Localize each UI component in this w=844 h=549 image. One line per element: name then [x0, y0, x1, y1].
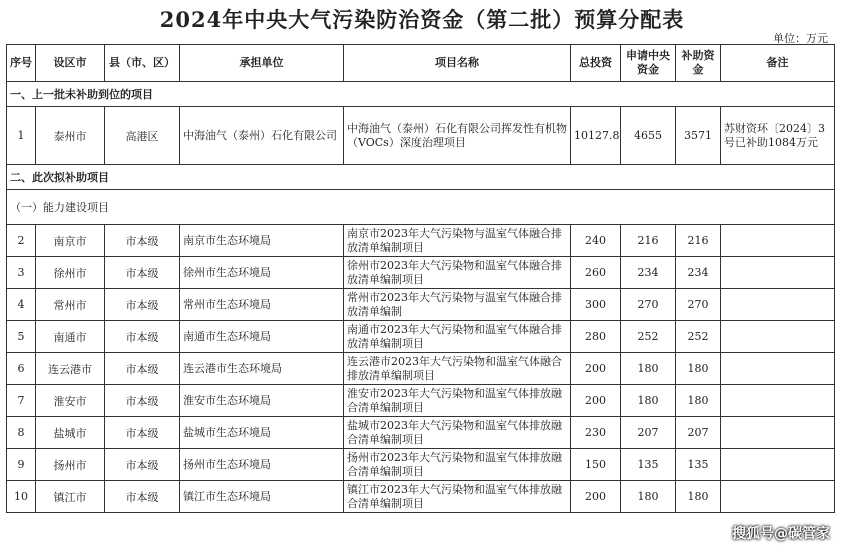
- cell-city: 扬州市: [36, 449, 105, 481]
- cell-seq: 4: [7, 289, 36, 321]
- header-subsidy: 补助资金: [676, 45, 721, 82]
- cell-seq: 9: [7, 449, 36, 481]
- cell-total: 230: [571, 417, 621, 449]
- cell-total: 200: [571, 385, 621, 417]
- cell-project: 徐州市2023年大气污染物和温室气体融合排放清单编制项目: [344, 257, 571, 289]
- table-row: [7, 417, 835, 449]
- cell-note: [721, 321, 835, 353]
- cell-project: 中海油气（泰州）石化有限公司挥发性有机物（VOCs）深度治理项目: [344, 107, 571, 165]
- cell-total: 280: [571, 321, 621, 353]
- cell-note: [721, 417, 835, 449]
- cell-request: 180: [621, 481, 676, 513]
- cell-unit: 常州市生态环境局: [180, 289, 344, 321]
- cell-county: 市本级: [105, 449, 180, 481]
- cell-city: 镇江市: [36, 481, 105, 513]
- section-title: 二、此次拟补助项目: [7, 165, 835, 190]
- header-county: 县（市、区）: [105, 45, 180, 82]
- cell-subsidy: 180: [676, 353, 721, 385]
- section-title: 一、上一批未补助到位的项目: [7, 82, 835, 107]
- header-request: 申请中央资金: [621, 45, 676, 82]
- cell-county: 市本级: [105, 289, 180, 321]
- cell-request: 207: [621, 417, 676, 449]
- table-row: [7, 107, 835, 165]
- table-row: [7, 225, 835, 257]
- section-row: [7, 82, 835, 107]
- cell-note: 苏财资环〔2024〕3号已补助1084万元: [721, 107, 835, 165]
- cell-subsidy: 3571: [676, 107, 721, 165]
- header-unit: 承担单位: [180, 45, 344, 82]
- cell-city: 南通市: [36, 321, 105, 353]
- cell-city: 连云港市: [36, 353, 105, 385]
- cell-county: 市本级: [105, 353, 180, 385]
- header-city: 设区市: [36, 45, 105, 82]
- cell-note: [721, 257, 835, 289]
- table-row: [7, 481, 835, 513]
- cell-request: 216: [621, 225, 676, 257]
- cell-seq: 2: [7, 225, 36, 257]
- cell-county: 高港区: [105, 107, 180, 165]
- cell-unit: 中海油气（泰州）石化有限公司: [180, 107, 344, 165]
- cell-project: 镇江市2023年大气污染物和温室气体排放融合清单编制项目: [344, 481, 571, 513]
- cell-project: 常州市2023年大气污染物与温室气体融合排放清单编制: [344, 289, 571, 321]
- table-row: [7, 321, 835, 353]
- cell-note: [721, 481, 835, 513]
- header-total: 总投资: [571, 45, 621, 82]
- cell-request: 135: [621, 449, 676, 481]
- cell-total: 300: [571, 289, 621, 321]
- cell-seq: 8: [7, 417, 36, 449]
- cell-total: 240: [571, 225, 621, 257]
- cell-city: 泰州市: [36, 107, 105, 165]
- cell-project: 扬州市2023年大气污染物和温室气体排放融合清单编制项目: [344, 449, 571, 481]
- cell-county: 市本级: [105, 417, 180, 449]
- cell-seq: 7: [7, 385, 36, 417]
- cell-note: [721, 449, 835, 481]
- cell-request: 270: [621, 289, 676, 321]
- table-row: [7, 257, 835, 289]
- cell-city: 南京市: [36, 225, 105, 257]
- cell-seq: 6: [7, 353, 36, 385]
- cell-note: [721, 385, 835, 417]
- cell-project: 淮安市2023年大气污染物和温室气体排放融合清单编制项目: [344, 385, 571, 417]
- header-note: 备注: [721, 45, 835, 82]
- cell-unit: 连云港市生态环境局: [180, 353, 344, 385]
- cell-county: 市本级: [105, 321, 180, 353]
- cell-subsidy: 180: [676, 481, 721, 513]
- cell-note: [721, 353, 835, 385]
- cell-seq: 3: [7, 257, 36, 289]
- cell-total: 10127.8: [571, 107, 621, 165]
- watermark: 搜狐号@碳管家: [732, 526, 830, 542]
- table-row: [7, 289, 835, 321]
- cell-subsidy: 135: [676, 449, 721, 481]
- table-row: [7, 449, 835, 481]
- budget-table: [6, 44, 835, 513]
- cell-subsidy: 207: [676, 417, 721, 449]
- cell-city: 常州市: [36, 289, 105, 321]
- cell-subsidy: 270: [676, 289, 721, 321]
- cell-city: 徐州市: [36, 257, 105, 289]
- cell-total: 200: [571, 481, 621, 513]
- cell-subsidy: 252: [676, 321, 721, 353]
- cell-county: 市本级: [105, 385, 180, 417]
- cell-seq: 10: [7, 481, 36, 513]
- cell-project: 连云港市2023年大气污染物和温室气体融合排放清单编制项目: [344, 353, 571, 385]
- cell-request: 234: [621, 257, 676, 289]
- cell-subsidy: 234: [676, 257, 721, 289]
- cell-seq: 1: [7, 107, 36, 165]
- cell-total: 260: [571, 257, 621, 289]
- cell-unit: 南京市生态环境局: [180, 225, 344, 257]
- cell-project: 盐城市2023年大气污染物和温室气体排放融合清单编制项目: [344, 417, 571, 449]
- subsection-row: [7, 190, 835, 225]
- cell-total: 200: [571, 353, 621, 385]
- cell-unit: 镇江市生态环境局: [180, 481, 344, 513]
- cell-unit: 盐城市生态环境局: [180, 417, 344, 449]
- cell-subsidy: 216: [676, 225, 721, 257]
- unit-label: 单位：万元: [773, 32, 828, 45]
- table-row: [7, 353, 835, 385]
- header-project: 项目名称: [344, 45, 571, 82]
- section-row: [7, 165, 835, 190]
- cell-subsidy: 180: [676, 385, 721, 417]
- cell-county: 市本级: [105, 225, 180, 257]
- cell-note: [721, 225, 835, 257]
- cell-seq: 5: [7, 321, 36, 353]
- cell-request: 4655: [621, 107, 676, 165]
- header-row: [7, 45, 835, 82]
- cell-county: 市本级: [105, 257, 180, 289]
- cell-request: 180: [621, 353, 676, 385]
- cell-project: 南通市2023年大气污染物和温室气体融合排放清单编制项目: [344, 321, 571, 353]
- cell-note: [721, 289, 835, 321]
- cell-unit: 南通市生态环境局: [180, 321, 344, 353]
- header-seq: 序号: [7, 45, 36, 82]
- cell-city: 盐城市: [36, 417, 105, 449]
- cell-unit: 徐州市生态环境局: [180, 257, 344, 289]
- cell-county: 市本级: [105, 481, 180, 513]
- page-title: 2024年中央大气污染防治资金（第二批）预算分配表: [159, 7, 685, 32]
- cell-total: 150: [571, 449, 621, 481]
- cell-unit: 淮安市生态环境局: [180, 385, 344, 417]
- table-row: [7, 385, 835, 417]
- cell-request: 180: [621, 385, 676, 417]
- cell-unit: 扬州市生态环境局: [180, 449, 344, 481]
- subsection-title: （一）能力建设项目: [7, 190, 835, 225]
- cell-request: 252: [621, 321, 676, 353]
- cell-project: 南京市2023年大气污染物与温室气体融合排放清单编制项目: [344, 225, 571, 257]
- cell-city: 淮安市: [36, 385, 105, 417]
